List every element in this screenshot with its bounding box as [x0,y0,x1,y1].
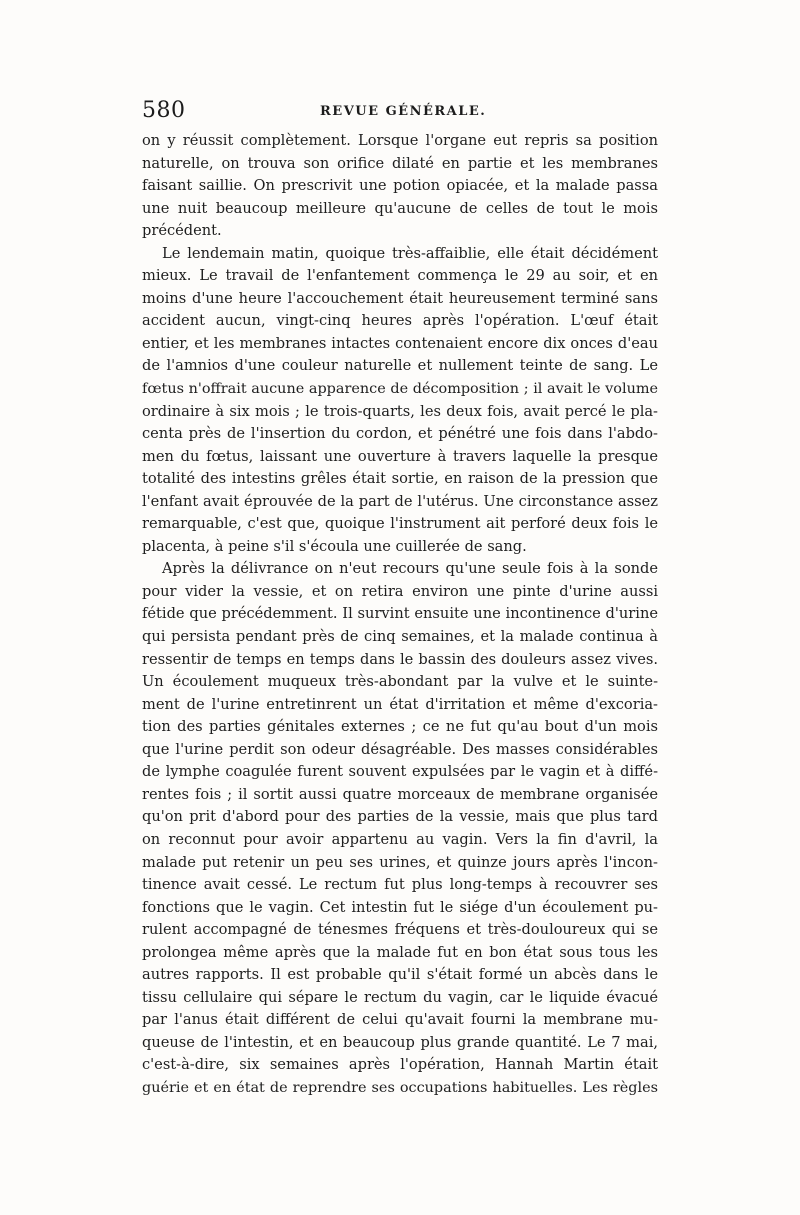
text-line: on y réussit complètement. Lorsque l'organe eut repris sa position [142,132,658,149]
text-line: une nuit beaucoup meilleure qu'aucune de celles de tout le mois [142,199,658,217]
page-number: 580 [142,98,186,123]
text-line: précédent. [142,222,222,240]
text-line: rulent accompagné de ténesmes fréquens et très-douloureux qui se [142,921,658,939]
text-line: fétide que précédemment. Il survint ensuite une incontinence d'urine [142,605,658,623]
text-line: c'est-à-dire, six semaines après l'opération, Hannah Martin était [142,1056,658,1074]
text-line: de lymphe coagulée furent souvent expulsées par le vagin et à diffé- [142,763,658,781]
text-line: que l'urine perdit son odeur désagréable. Des masses considérables [142,740,658,758]
text-line: entier, et les membranes intactes contenaient encore dix onces d'eau [142,334,658,352]
text-line: l'enfant avait éprouvée de la part de l'utérus. Une circonstance assez [142,492,658,510]
text-line: Un écoulement muqueux très-abondant par la vulve et le suinte- [142,673,658,691]
text-line: Après la délivrance on n'eut recours qu'une seule fois à la sonde [162,560,658,578]
text-line: men du fœtus, laissant une ouverture à travers laquelle la presque [142,447,658,465]
text-line: fonctions que le vagin. Cet intestin fut le siége d'un écoulement pu- [142,898,658,916]
text-line: Le lendemain matin, quoique très-affaiblie, elle était décidément [162,244,658,262]
text-line: accident aucun, vingt-cinq heures après l'opération. L'œuf était [142,312,658,330]
text-line: ordinaire à six mois ; le trois-quarts, les deux fois, avait percé le pla- [142,402,658,420]
text-line: moins d'une heure l'accouchement était heureusement terminé sans [142,289,658,307]
text-line: faisant saillie. On prescrivit une potion opiacée, et la malade passa [142,177,658,195]
text-line: qu'on prit d'abord pour des parties de la vessie, mais que plus tard [142,808,658,826]
text-line: mieux. Le travail de l'enfantement commença le 29 au soir, et en [142,267,658,285]
text-line: tissu cellulaire qui sépare le rectum du vagin, car le liquide évacué [142,988,658,1006]
text-line: placenta, à peine s'il s'écoula une cuillerée de sang. [142,537,527,555]
text-line: pour vider la vessie, et on retira environ une pinte d'urine aussi [142,582,658,600]
text-line: guérie et en état de reprendre ses occupations habituelles. Les règles [142,1079,658,1096]
running-head: REVUE GÉNÉRALE. [320,104,487,119]
text-line: par l'anus était différent de celui qu'avait fourni la membrane mu- [142,1011,658,1029]
text-line: tion des parties génitales externes ; ce ne fut qu'au bout d'un mois [142,718,658,736]
text-line: on reconnut pour avoir appartenu au vagin. Vers la fin d'avril, la [142,830,658,848]
text-line: queuse de l'intestin, et en beaucoup plus grande quantité. Le 7 mai, [142,1033,658,1051]
text-line: centa près de l'insertion du cordon, et pénétré une fois dans l'abdo- [142,425,658,443]
text-line: qui persista pendant près de cinq semaines, et la malade continua à [142,628,658,646]
text-line: remarquable, c'est que, quoique l'instrument ait perforé deux fois le [142,515,658,533]
text-line: ressentir de temps en temps dans le bassin des douleurs assez vives. [142,650,658,668]
text-line: ment de l'urine entretinrent un état d'irritation et même d'excoria- [142,695,658,713]
text-line: autres rapports. Il est probable qu'il s'était formé un abcès dans le [142,966,658,984]
text-line: de l'amnios d'une couleur naturelle et nullement teinte de sang. Le [142,357,658,375]
text-line: prolongea même après que la malade fut en bon état sous tous les [142,943,658,961]
text-line: fœtus n'offrait aucune apparence de décomposition ; il avait le volume [142,381,658,398]
text-line: tinence avait cessé. Le rectum fut plus long-temps à recouvrer ses [142,876,658,894]
body-text [142,130,658,1100]
page-header [142,98,658,128]
text-line: totalité des intestins grêles était sortie, en raison de la pression que [142,470,658,488]
text-line: rentes fois ; il sortit aussi quatre morceaux de membrane organisée [142,785,658,803]
text-line: naturelle, on trouva son orifice dilaté en partie et les membranes [142,154,658,172]
text-line: malade put retenir un peu ses urines, et quinze jours après l'incon- [142,853,658,871]
